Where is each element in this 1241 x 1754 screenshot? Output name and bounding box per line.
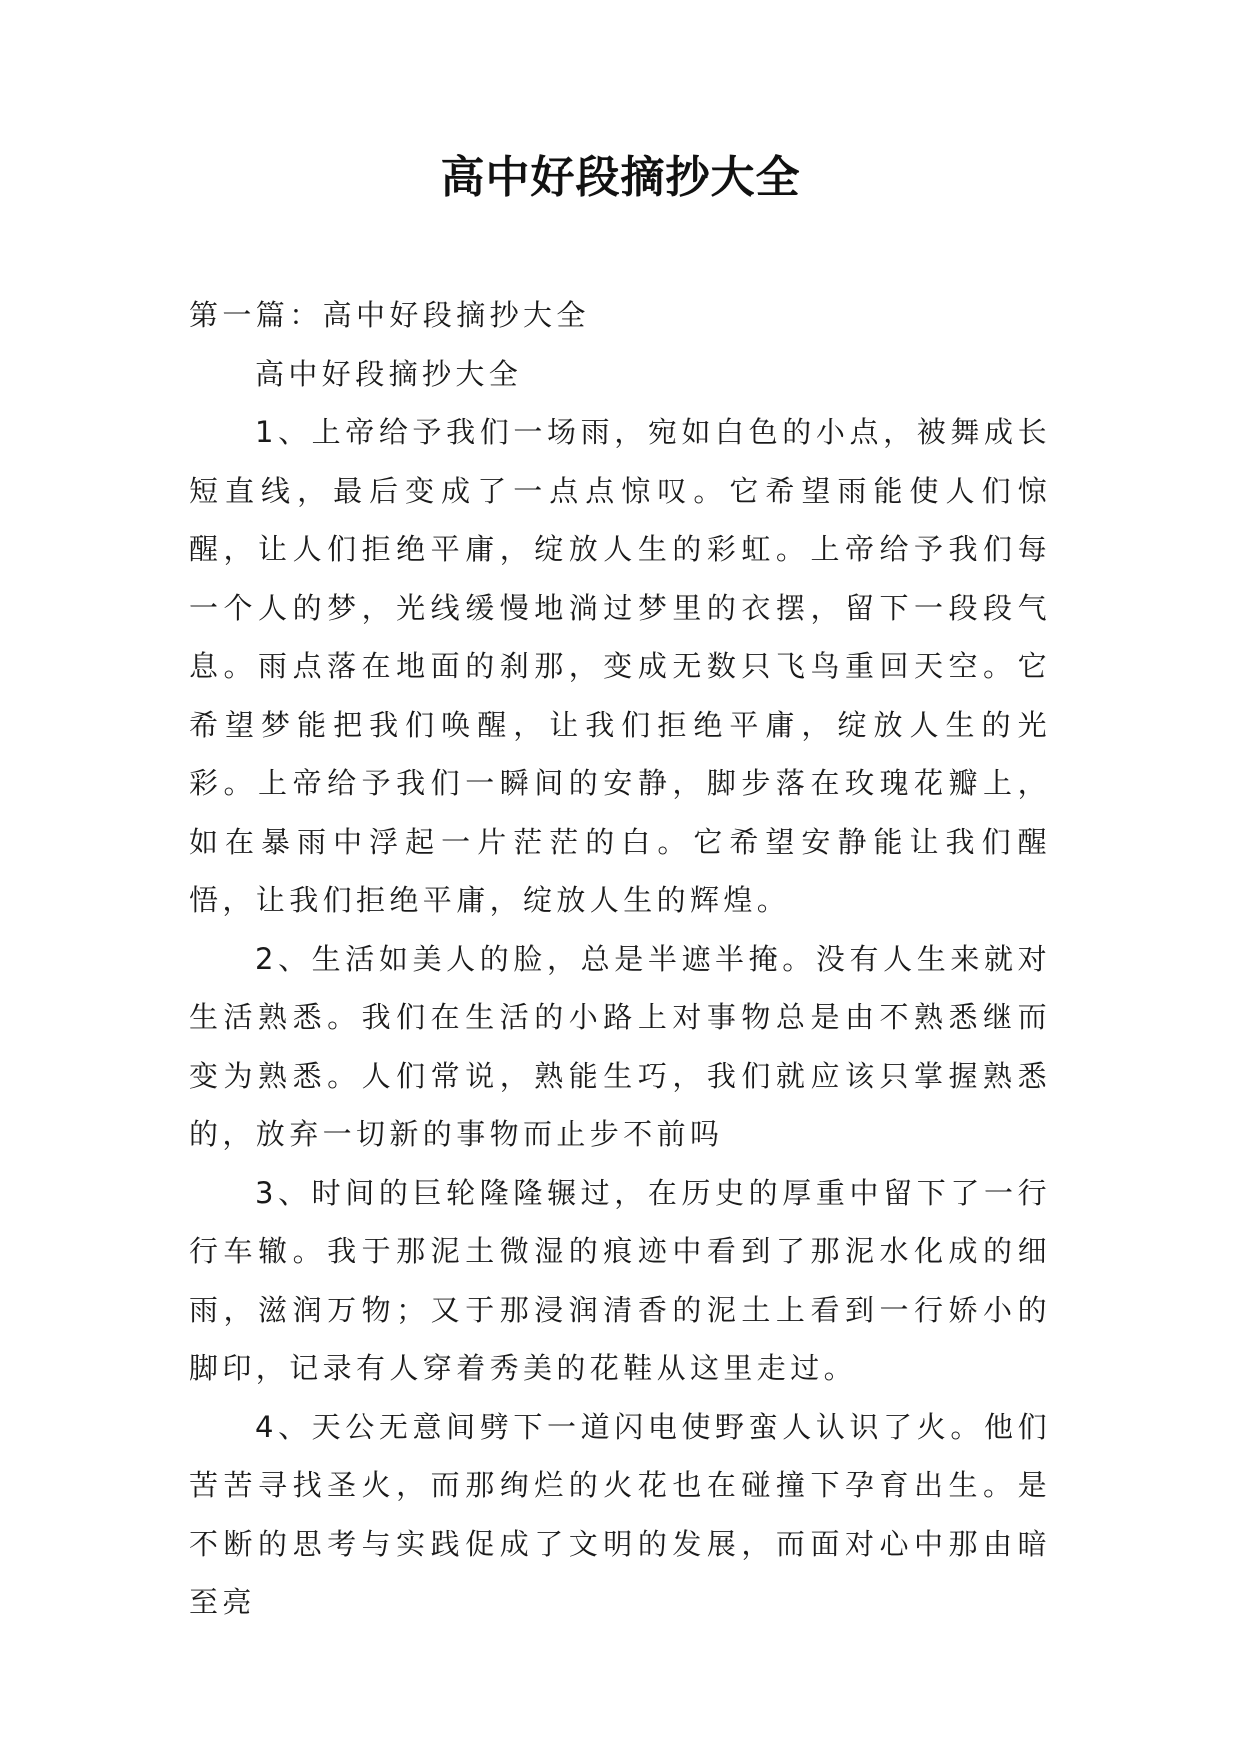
- paragraph-1: 1、上帝给予我们一场雨，宛如白色的小点，被舞成长短直线，最后变成了一点点惊叹。它希望雨能使人们惊醒，让人们拒绝平庸，绽放人生的彩虹。上帝给予我们每一个人的梦，光线缓慢地淌过梦里的衣摆，留下一段段气息。雨点落在地面的刹那，变成无数只飞鸟重回天空。它希望梦能把我们唤醒，让我们拒绝平庸，绽放人生的光彩。上帝给予我们一瞬间的安静，脚步落在玫瑰花瓣上，如在暴雨中浮起一片茫茫的白。它希望安静能让我们醒悟，让我们拒绝平庸，绽放人生的辉煌。: [189, 415, 1051, 917]
- section-subtitle: 高中好段摘抄大全: [255, 356, 523, 391]
- paragraph-2: 2、生活如美人的脸，总是半遮半掩。没有人生来就对生活熟悉。我们在生活的小路上对事物总是由不熟悉继而变为熟悉。人们常说，熟能生巧，我们就应该只掌握熟悉的，放弃一切新的事物而止步不前吗: [189, 941, 1051, 1151]
- section-heading: 第一篇：高中好段摘抄大全: [189, 298, 590, 332]
- paragraph-3: 3、时间的巨轮隆隆辗过，在历史的厚重中留下了一行行车辙。我于那泥土微湿的痕迹中看到了那泥水化成的细雨，滋润万物；又于那浸润清香的泥土上看到一行娇小的脚印，记录有人穿着秀美的花鞋从这里走过。: [189, 1175, 1051, 1385]
- document-body: [189, 286, 1051, 1632]
- document-title: 高中好段摘抄大全: [440, 152, 801, 203]
- paragraph-4: 4、天公无意间劈下一道闪电使野蛮人认识了火。他们苦苦寻找圣火，而那绚烂的火花也在碰撞下孕育出生。是不断的思考与实践促成了文明的发展，而面对心中那由暗至亮: [189, 1409, 1051, 1619]
